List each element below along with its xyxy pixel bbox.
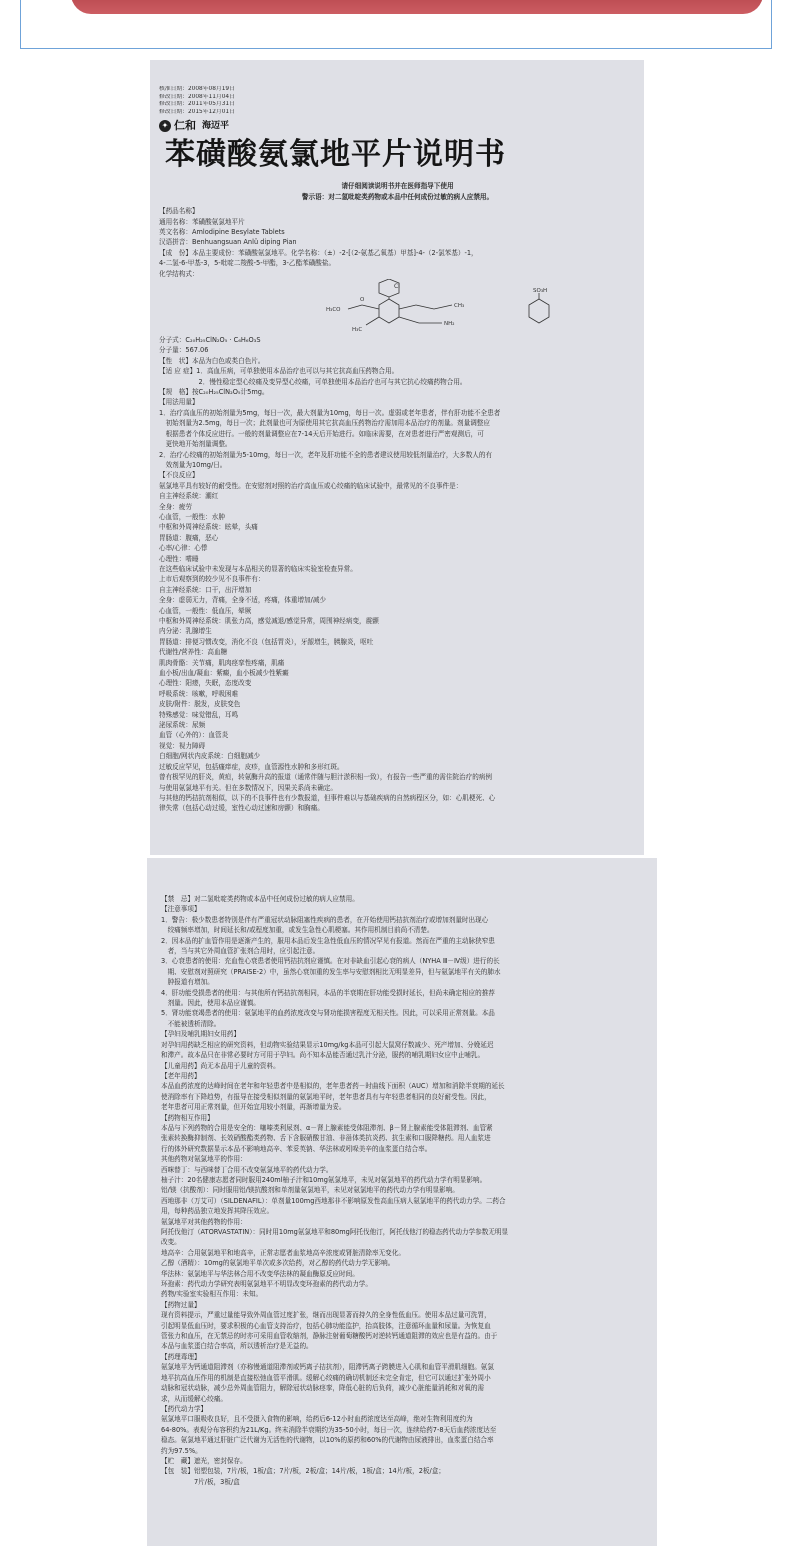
chemical-structure [159, 279, 636, 335]
ch3-label: CH₃ [454, 303, 465, 310]
text-line: 【用法用量】 [159, 398, 199, 407]
text-line: 引起明显低血压时，要求积极的心血管支持治疗，包括心肺功能监护，抬高肢体，注意循环血量和尿量。为恢复血 [161, 1321, 491, 1330]
amlodipine-structure-icon [324, 279, 494, 335]
text-line: 【药代动力学】 [161, 1404, 208, 1413]
text-line: 初始剂量为2.5mg，每日一次；此剂量也可为原使用其它抗高血压药物治疗需加用本品治疗的剂量。剂量调整应 [159, 419, 490, 428]
text-line: 氨氯地平对其他药物的作用： [161, 1217, 247, 1226]
text-line: 【老年用药】 [161, 1071, 201, 1080]
brand-product: 海迈平 [202, 121, 230, 132]
text-line: 阿托伐他汀（ATORVASTATIN）：同时用10mg氨氯地平和80mg阿托伐他汀，阿托伐他汀的稳态药代动力学参数无明显 [161, 1228, 509, 1236]
text-line: 【成 份】本品主要成份：苯磺酸氨氯地平。化学名称：（±）-2-[（2-氨基乙氧基）甲基]-4-（2-氯苯基）-1， [159, 248, 478, 257]
text-line: 在这些临床试验中未发现与本品相关的显著的临床实验室检查异常。 [159, 564, 357, 573]
text-line: 西咪替丁：与西咪替丁合用不改变氨氯地平的药代动力学。 [161, 1165, 333, 1174]
text-line: 心血管，一般性：水肿 [159, 512, 225, 521]
text-line: 现有资料提示，严重过量能导致外周血管过度扩张，继而出现显著而持久的全身性低血压。使用本品过量可洗胃， [161, 1311, 491, 1320]
text-line: 自主神经系统：潮红 [159, 492, 219, 501]
text-line: 求，从而缓解心绞痛。 [161, 1394, 227, 1403]
text-line: 【药物过量】 [161, 1300, 201, 1309]
cl-label: Cl [394, 283, 400, 291]
document-title: 苯磺酸氨氯地平片说明书 [165, 137, 506, 173]
text-line: 心理性：嗜睡 [159, 554, 199, 563]
text-line: 律失常（包括心动过缓，室性心动过速和房颤）和胸痛。 [159, 804, 324, 813]
text-line: 特殊感觉：味觉错乱，耳鸣 [159, 710, 239, 719]
text-line: 与其他的钙拮抗剂相似，以下的不良事件也有少数报道，但事件难以与基础疾病的自然病程区分，如：心肌梗死、心 [159, 793, 496, 802]
text-line: 【规 格】按C₂₀H₂₅ClN₂O₅计5mg。 [159, 388, 269, 397]
warning-line: 警示语：对二氢吡啶类药物或本品中任何成份过敏的病人应禁用。 [301, 192, 494, 201]
text-line: 【性 状】本品为白色或类白色片。 [159, 356, 265, 365]
text-line: 本品与血浆蛋白结合率高，所以透析治疗是无益的。 [161, 1342, 313, 1351]
text-line: 【禁 忌】对二氢吡啶类药物或本品中任何成份过敏的病人应禁用。 [161, 895, 359, 903]
text-line: 曾有极罕见的肝炎，黄疸，转氨酶升高的报道（通常伴随与胆汁淤积相一致），有报告一些严重的需住院治疗的病例 [159, 773, 492, 782]
text-line: 行的体外研究数据显示本品不影响地高辛、苯妥英钠、华法林或吲哚美辛的血浆蛋白结合率。 [161, 1144, 432, 1153]
text-line: 【药物相互作用】 [161, 1113, 214, 1122]
text-line: 血管（心外的）：血管炎 [159, 731, 229, 740]
text-line: 肿报道有增加。 [161, 978, 214, 987]
text-line: 【孕妇及哺乳期妇女用药】 [161, 1030, 241, 1039]
date-line: 修改日期：2011年05月31日 [159, 101, 235, 108]
text-line: 药物/实验室实验相互作用：未知。 [161, 1290, 263, 1299]
text-line: 铝/镁（抗酸剂）：同时服用铝/镁抗酸剂和单剂量氨氯地平，未见对氨氯地平的药代动力学有明显影响。 [161, 1186, 459, 1195]
text-line: 1．治疗高血压的初始剂量为5mg，每日一次，最大剂量为10mg，每日一次。虚弱或老年患者，伴有肝功能不全患者 [159, 408, 501, 417]
text-line: 上市后观察到的较少见不良事件有： [159, 575, 265, 584]
o-label: O [360, 297, 365, 304]
text-line: 2．治疗心绞痛的初始剂量为5-10mg，每日一次，老年及肝功能不全的患者建议使用较低剂量治疗，大多数人的有 [159, 450, 493, 459]
so3h-label: SO₃H [533, 288, 548, 295]
text-line: 皮肤/附件：脱发，皮肤变色 [159, 700, 241, 709]
text-line: 【不良反应】 [159, 471, 199, 480]
text-line: 使消除率有下降趋势，有报导在接受相似剂量的氨氯地平时，老年患者具有与年轻患者相同的良好耐受性。因此， [161, 1092, 491, 1101]
text-line: 64-80%。表观分布容积约为21L/Kg。终末消除半衰期约为35-50小时，每日一次，连续给药7-8天后血药浓度达至 [161, 1425, 497, 1434]
text-line: 【儿童用药】尚无本品用于儿童的资料。 [161, 1061, 280, 1070]
notice-line: 请仔细阅读说明书并在医师指导下使用 [341, 182, 454, 191]
text-line: 过敏反应罕见，包括瘙痒症，皮疹，血管源性水肿和多形红斑。 [159, 762, 344, 771]
text-line: 【药品名称】 [159, 207, 199, 216]
top-banner-pill [71, 0, 763, 14]
h3co-label: H₃CO [326, 307, 341, 314]
text-line: 4．肝功能受损患者的使用：与其他所有钙拮抗剂相同，本品的半衰期在肝功能受损时延长，但尚未确定相应的推荐 [161, 988, 495, 997]
text-line: 不能被透析清除。 [161, 1019, 221, 1028]
text-line: 约为97.5%。 [161, 1446, 202, 1455]
text-line: 绞痛频率增加，时间延长和/或程度加重，或发生急性心肌梗塞。其作用机制目前尚不清楚。 [161, 926, 434, 935]
text-line: 根据患者个体反应进行。一般的剂量调整应在7-14天后开始进行。如临床需要，在对患者进行严密观测后，可 [159, 429, 484, 438]
h3c-label: H₃C [352, 327, 363, 334]
drug-info-block [159, 206, 636, 279]
text-line: 地高辛：合用氨氯地平和地高辛，正常志愿者血浆地高辛浓度或肾脏清除率无变化。 [161, 1248, 405, 1257]
text-line: 剂量。因此，使用本品应谨慎。 [161, 999, 260, 1008]
text-line: 呼吸系统：咳嗽，呼吸困难 [159, 689, 239, 698]
text-line: 氨氯地平口服吸收良好，且不受摄入食物的影响，给药后6-12小时血药浓度达至高峰，绝对生物利用度约为 [161, 1415, 473, 1424]
renhe-logo-icon: ✦ [159, 120, 171, 132]
text-line: 和滞产。故本品只在非常必要时方可用于孕妇。尚不知本品能否通过乳汁分泌，服药的哺乳期妇女应中止哺乳。 [161, 1051, 485, 1060]
text-line: 其他药物对氨氯地平的作用： [161, 1155, 247, 1164]
text-line: 华法林：氨氯地平与华法林合用不改变华法林的凝血酶原反应时间。 [161, 1269, 359, 1278]
text-line: 管张力和血压，在无禁忌的时亦可采用血管收缩剂，静脉注射葡萄糖酸钙对逆转钙通道阻滞的效应也是有益的。由于 [161, 1332, 498, 1341]
text-line: 血小板/出血/凝血：紫癜，血小板减少性紫癜 [159, 669, 289, 678]
text-line: 环孢素：药代动力学研究表明氨氯地平不明显改变环孢素的药代动力学。 [161, 1280, 372, 1289]
approval-dates [159, 86, 636, 116]
text-line: 心率/心律：心悸 [159, 544, 208, 553]
nh2-label: NH₂ [444, 321, 455, 328]
text-line: 全身：疲劳 [159, 502, 192, 511]
drug-details-block [159, 335, 636, 814]
text-line: 7片/板，3板/盒 [161, 1477, 240, 1486]
text-line: 老年患者可用正常剂量，但开始宜用较小剂量，再渐增量为妥。 [161, 1103, 346, 1112]
text-line: 者，当与其它外周血管扩张剂合用时，应引起注意。 [161, 947, 320, 956]
brand-logo [159, 119, 636, 133]
text-line: 张素转换酶抑制剂、长效硝酸酯类药物、舌下含服硝酸甘油、非甾体类抗炎药、抗生素和口服降糖药。用人血浆进 [161, 1134, 491, 1143]
text-line: 全身：虚弱无力，背痛，全身不适，疼痛，体重增加/减少 [159, 596, 327, 605]
brand-name: 仁和 [174, 119, 196, 133]
text-line: 化学结构式： [159, 269, 199, 278]
text-line: 【包 装】铝塑包装，7片/板，1板/盒；7片/板，2板/盒；14片/板，1板/盒；14片/板，2板/盒； [161, 1467, 445, 1476]
text-line: 英文名称：Amlodipine Besylate Tablets [159, 228, 285, 236]
date-line: 修改日期：2008年11月04日 [159, 93, 235, 100]
besylate-structure-icon [519, 287, 559, 331]
text-line: 1．警告：极少数患者特别是伴有严重冠状动脉阻塞性疾病的患者，在开始使用钙拮抗剂治疗或增加剂量时出现心 [161, 915, 489, 924]
date-line: 核准日期：2008年08月19日 [159, 86, 235, 92]
text-line: 心血管，一般性：低血压，晕厥 [159, 606, 252, 615]
text-line: 【适 应 症】1．高血压病，可单独使用本品治疗也可以与其它抗高血压药物合用。 [159, 367, 399, 376]
text-line: 本品血药浓度的达峰时间在老年和年轻患者中是相似的，老年患者药－时曲线下面积（AUC）增加和消除半衰期的延长 [161, 1082, 505, 1091]
text-line: 2．慢性稳定型心绞痛及变异型心绞痛，可单独使用本品治疗也可与其它抗心绞痛药物合用。 [159, 377, 467, 386]
precautions-block [161, 894, 649, 1487]
text-line: 用，每种药品独立地发挥其降压效应。 [161, 1207, 274, 1216]
text-line: 肌肉骨骼：关节痛，肌肉痉挛性疼痛，肌痛 [159, 658, 285, 667]
text-line: 对孕妇用药缺乏相应的研究资料，但动物实验结果显示10mg/kg本品可引起大鼠窝仔数减少、死产增加、分娩延迟 [161, 1040, 494, 1049]
text-line: 期、安慰剂对照研究（PRAISE-2）中，虽然心衰加重的发生率与安慰剂相比无明显差异，但与氨氯地平有关的肺水 [161, 967, 501, 976]
text-line: 中枢和外周神经系统：肌张力高，感觉减退/感觉异常，周围神经病变，震颤 [159, 617, 379, 625]
text-line: 【注意事项】 [161, 905, 201, 914]
text-line: 氨氯地平具有较好的耐受性。在安慰剂对照的治疗高血压或心绞痛的临床试验中，最常见的不良事件是： [159, 481, 463, 490]
text-line: 代谢性/营养性：高血糖 [159, 648, 228, 657]
text-line: 柚子汁：20名健康志愿者同时服用240ml柚子汁和10mg氨氯地平，未见对氨氯地平的药代动力学有明显影响。 [161, 1175, 487, 1184]
text-line: 2．因本品的扩血管作用是逐渐产生的，服用本品后发生急性低血压的情况罕见有报道。然而在严重的主动脉狭窄患 [161, 936, 495, 945]
text-line: 【贮 藏】遮光，密封保存。 [161, 1456, 247, 1465]
text-line: 中枢和外周神经系统：眩晕，头痛 [159, 523, 258, 532]
text-line: 地平抗高血压作用的机制是直接松弛血管平滑肌。缓解心绞痛的确切机制还未完全肯定，但它可以通过扩张外周小 [161, 1373, 491, 1382]
text-line: 乙醇（酒精）：10mg的氨氯地平单次或多次给药，对乙醇的药代动力学无影响。 [161, 1259, 395, 1268]
text-line: 5．肾功能衰竭患者的使用：氨氯地平的血药浓度改变与肾功能损害程度无相关性。因此，可以采用正常剂量。本品 [161, 1009, 495, 1018]
text-line: 更快地开始剂量调整。 [159, 440, 232, 449]
text-line: 稳态。氨氯地平通过肝脏广泛代谢为无活性的代谢物，以10%的原药和60%的代谢物由尿液排出，血浆蛋白结合率 [161, 1436, 494, 1445]
text-line: 内分泌：乳腺增生 [159, 627, 212, 636]
text-line: 视觉：视力障碍 [159, 741, 206, 750]
text-line: 心理性：阳痿，失眠，态度改变 [159, 679, 252, 688]
text-line: 自主神经系统：口干，出汗增加 [159, 585, 252, 594]
text-line: 胃肠道：排便习惯改变，消化不良（包括胃炎），牙龈增生，胰腺炎，呕吐 [159, 637, 374, 646]
text-line: 本品与下列药物的合用是安全的：噻嗪类利尿剂、α－肾上腺素能受体阻滞剂、β－肾上腺素能受体阻滞剂、血管紧 [161, 1123, 493, 1132]
text-line: 泌尿系统：尿频 [159, 721, 206, 730]
text-line: 氨氯地平为钙通道阻滞剂（亦称慢通道阻滞剂或钙离子拮抗剂），阻滞钙离子跨膜进入心肌和血管平滑肌细胞。氨氯 [161, 1363, 494, 1372]
text-line: 西地那非（万艾可）（SILDENAFIL）：单剂量100mg西地那非不影响原发性高血压病人氨氯地平的药代动力学。二药合 [161, 1196, 506, 1205]
text-line: 4-二氢-6-甲基-3，5-吡啶二羧酸-5-甲酯，3-乙酯苯磺酸盐。 [159, 259, 336, 268]
text-line: 动脉和冠状动脉，减少总外周血管阻力，解除冠状动脉痉挛，降低心脏的后负荷，减少心脏能量消耗和对氧的需 [161, 1384, 485, 1393]
leaflet-page-1 [150, 60, 644, 855]
text-line: 改变。 [161, 1238, 181, 1247]
text-line: 白细胞/网状内皮系统：白细胞减少 [159, 752, 261, 761]
text-line: 与使用氨氯地平有关。但在多数情况下，因果关系尚未确定。 [159, 783, 338, 792]
date-line: 修改日期：2015年12月01日 [159, 108, 235, 115]
text-line: 汉语拼音：Benhuangsuan Anlü diping Pian [159, 238, 297, 247]
leaflet-page-2 [147, 858, 657, 1546]
text-line: 胃肠道：腹痛，恶心 [159, 533, 219, 542]
top-banner-frame [20, 0, 772, 49]
text-line: 通用名称：苯磺酸氨氯地平片 [159, 217, 245, 226]
text-line: 【药理毒理】 [161, 1352, 201, 1361]
text-line: 3．心衰患者的使用：充血性心衰患者使用钙拮抗剂应谨慎。在对非缺血引起心衰的病人（NYHA Ⅲ－Ⅳ级）进行的长 [161, 957, 500, 966]
text-line: 分子量：567.06 [159, 346, 209, 355]
text-line: 效剂量为10mg/日。 [159, 460, 227, 469]
text-line: 分子式：C₂₀H₂₅ClN₂O₅ · C₆H₆O₃S [159, 336, 261, 345]
